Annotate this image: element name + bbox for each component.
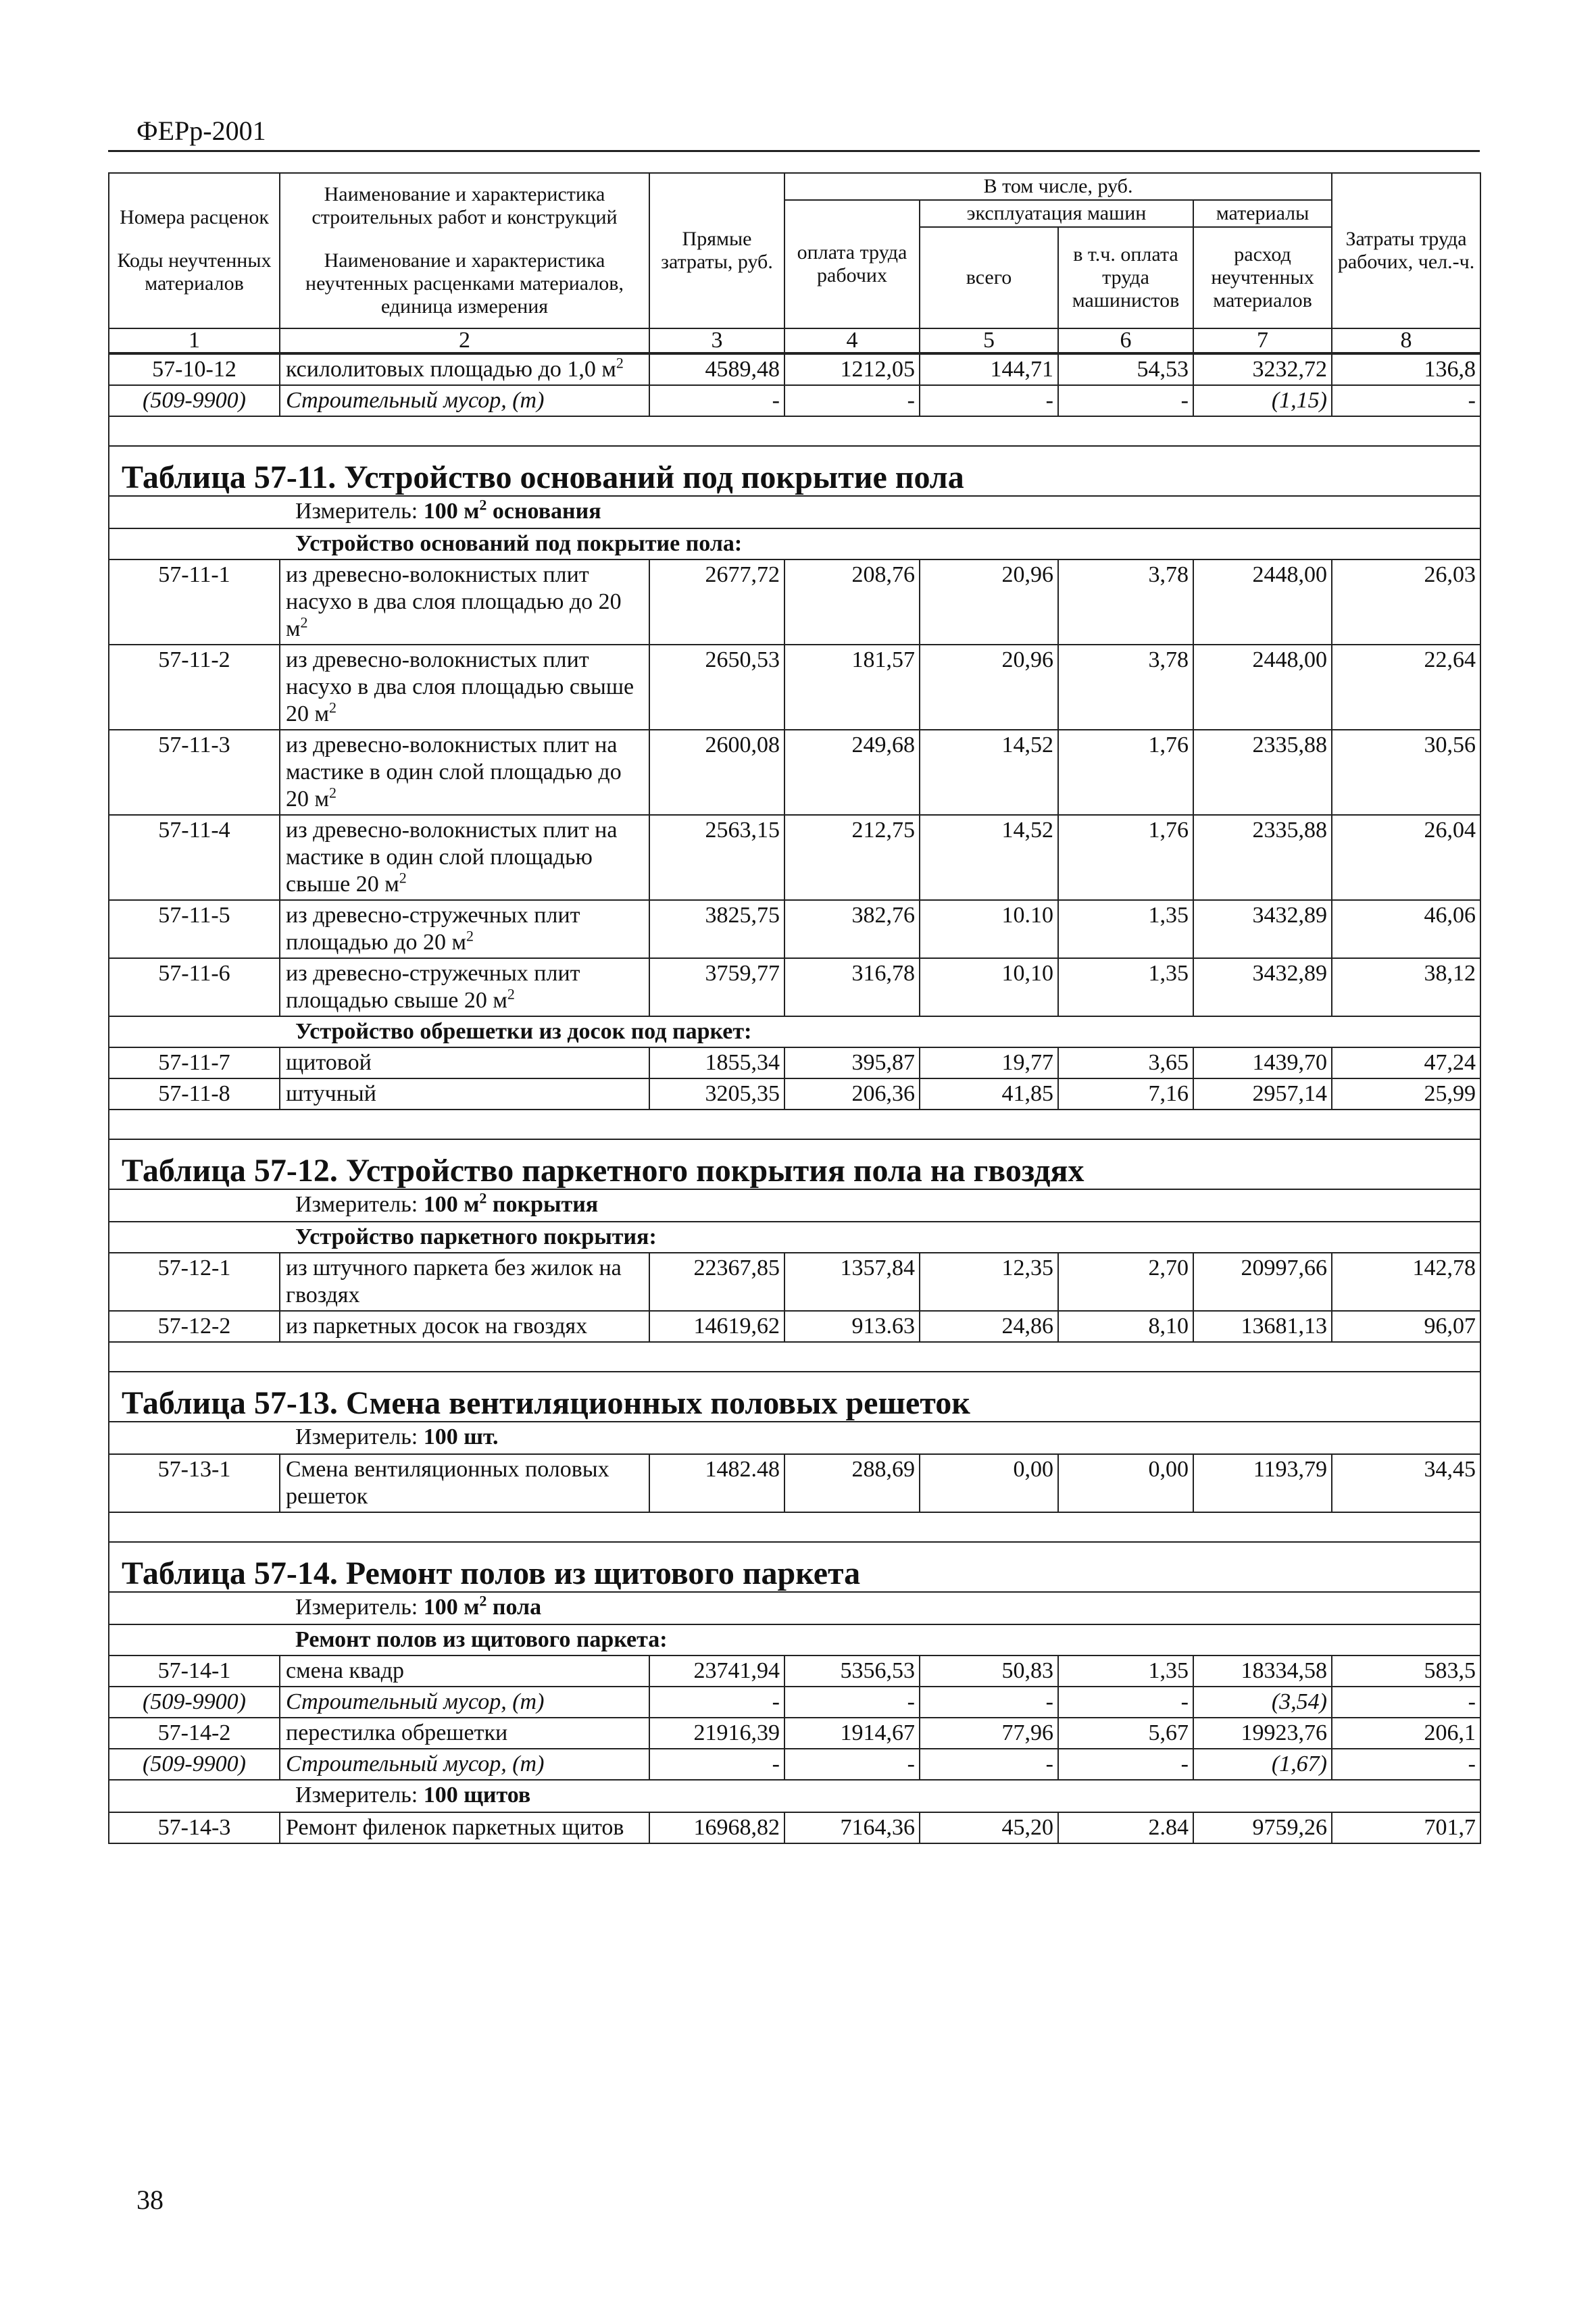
rate-code: (509-9900): [109, 385, 280, 416]
rate-name: из древесно-стружечных плит площадью до 20 $м^2$: [280, 900, 649, 958]
table-gap-row: [109, 1512, 1480, 1542]
rate-value: 2563,15: [649, 815, 784, 900]
rate-code: 57-11-1: [109, 559, 280, 645]
group-row: [109, 1222, 1480, 1253]
rate-value: 77,96: [920, 1718, 1058, 1749]
rate-value: 5356,53: [784, 1656, 920, 1687]
col-header-materials: материалы: [1193, 200, 1332, 227]
rate-value: 382,76: [784, 900, 920, 958]
rate-value: 7164,36: [784, 1812, 920, 1843]
column-index: 7: [1193, 328, 1332, 353]
table-gap-row: [109, 416, 1480, 446]
rate-value: 0,00: [920, 1454, 1058, 1512]
rate-code: 57-11-2: [109, 645, 280, 730]
rate-name: из штучного паркета без жилок на гвоздях: [280, 1253, 649, 1311]
col-header-operators: в т.ч. оплата труда машинистов: [1058, 227, 1193, 328]
rate-value: 20,96: [920, 559, 1058, 645]
rate-value: 0,00: [1058, 1454, 1193, 1512]
rate-value: -: [784, 1687, 920, 1718]
rate-value: 3432,89: [1193, 958, 1332, 1016]
rate-value: (1,15): [1193, 385, 1332, 416]
rate-value: 701,7: [1332, 1812, 1480, 1843]
rate-value: 2957,14: [1193, 1078, 1332, 1110]
unit-value: 100 $м^2$ покрытия: [423, 1189, 599, 1217]
rate-value: 45,20: [920, 1812, 1058, 1843]
unit-label: Измеритель:: [295, 1783, 418, 1808]
rate-value: 249,68: [784, 730, 920, 815]
rate-value: 181,57: [784, 645, 920, 730]
rate-code: 57-11-3: [109, 730, 280, 815]
group-title: Устройство паркетного покрытия:: [109, 1222, 1480, 1253]
unit-line: [109, 1422, 1480, 1454]
rate-value: 3,78: [1058, 559, 1193, 645]
column-index: 8: [1332, 328, 1480, 353]
rate-value: 10,10: [920, 958, 1058, 1016]
rate-value: 24,86: [920, 1311, 1058, 1342]
unit-value: 100 шт.: [423, 1424, 499, 1449]
rate-name: смена квадр: [280, 1656, 649, 1687]
rate-value: 20997,66: [1193, 1253, 1332, 1311]
unit-label: Измеритель:: [295, 1192, 418, 1217]
rate-value: 142,78: [1332, 1253, 1480, 1311]
table-gap-row: [109, 1110, 1480, 1139]
col-header-direct-costs: Прямые затраты, руб.: [649, 173, 784, 328]
rate-value: 1,35: [1058, 958, 1193, 1016]
rate-name: щитовой: [280, 1047, 649, 1078]
rate-code: 57-11-7: [109, 1047, 280, 1078]
rate-name: из древесно-волокнистых плит на мастике в один слой площадью свыше 20 $м^2$: [280, 815, 649, 900]
rate-value: 26,04: [1332, 815, 1480, 900]
rate-code: 57-11-4: [109, 815, 280, 900]
rate-code: 57-13-1: [109, 1454, 280, 1512]
table-row: [109, 559, 1480, 645]
table-row: [109, 1253, 1480, 1311]
rate-value: 2448,00: [1193, 645, 1332, 730]
rate-code: 57-14-2: [109, 1718, 280, 1749]
rate-value: 208,76: [784, 559, 920, 645]
table-title-row: [109, 1139, 1480, 1189]
table-row: [109, 815, 1480, 900]
unit-line-row: [109, 1189, 1480, 1222]
rate-value: -: [920, 1687, 1058, 1718]
rate-value: 10.10: [920, 900, 1058, 958]
table-row: [109, 1656, 1480, 1687]
unit-line: [109, 1780, 1480, 1812]
col-header-1: [109, 173, 280, 328]
table-gap-row: [109, 1342, 1480, 1372]
unit-value: 100 $м^2$ основания: [423, 496, 601, 524]
rate-value: 206,1: [1332, 1718, 1480, 1749]
rate-value: -: [1332, 1749, 1480, 1780]
table-row: [109, 958, 1480, 1016]
rate-value: -: [649, 385, 784, 416]
rate-value: 16968,82: [649, 1812, 784, 1843]
rates-body: [108, 353, 1481, 1844]
col-header-2: [280, 173, 649, 328]
table-row: [109, 1687, 1480, 1718]
price-table: [108, 172, 1480, 1844]
unit-line-row: [109, 496, 1480, 528]
table-row: [109, 1749, 1480, 1780]
col-header-works: Наименование и характеристика строительных работ и конструкций: [311, 183, 618, 228]
rate-value: 22,64: [1332, 645, 1480, 730]
col-header-codes: Коды неучтенных материалов: [117, 249, 272, 295]
rate-value: -: [920, 1749, 1058, 1780]
rate-value: 96,07: [1332, 1311, 1480, 1342]
column-header-table: [108, 172, 1481, 353]
rate-value: 1212,05: [784, 354, 920, 385]
rate-value: 2677,72: [649, 559, 784, 645]
rate-value: 3205,35: [649, 1078, 784, 1110]
rate-value: -: [784, 385, 920, 416]
rate-value: 38,12: [1332, 958, 1480, 1016]
rate-value: -: [920, 385, 1058, 416]
col-header-group: В том числе, руб.: [784, 173, 1332, 200]
rate-value: 206,36: [784, 1078, 920, 1110]
col-header-total: всего: [920, 227, 1058, 328]
rate-value: 1482.48: [649, 1454, 784, 1512]
rate-name: из паркетных досок на гвоздях: [280, 1311, 649, 1342]
rate-value: 5,67: [1058, 1718, 1193, 1749]
rate-value: 1855,34: [649, 1047, 784, 1078]
rate-value: 136,8: [1332, 354, 1480, 385]
rate-name: ксилолитовых площадью до 1,0 $м^2$: [280, 354, 649, 385]
rate-value: 395,87: [784, 1047, 920, 1078]
rate-value: 50,83: [920, 1656, 1058, 1687]
rate-value: 7,16: [1058, 1078, 1193, 1110]
rate-value: 4589,48: [649, 354, 784, 385]
rate-name: Строительный мусор, (т): [280, 385, 649, 416]
rate-value: 2,70: [1058, 1253, 1193, 1311]
rate-code: 57-10-12: [109, 354, 280, 385]
rate-value: 583,5: [1332, 1656, 1480, 1687]
unit-line: [109, 496, 1480, 528]
table-gap: [109, 1110, 1480, 1139]
column-index: 1: [109, 328, 280, 353]
rate-value: 14,52: [920, 730, 1058, 815]
rate-value: -: [649, 1687, 784, 1718]
rate-value: 1,35: [1058, 1656, 1193, 1687]
rate-value: 2.84: [1058, 1812, 1193, 1843]
table-gap: [109, 1512, 1480, 1542]
rate-value: 1439,70: [1193, 1047, 1332, 1078]
rate-name: из древесно-волокнистых плит на мастике в один слой площадью до 20 $м^2$: [280, 730, 649, 815]
table-row: [109, 1812, 1480, 1843]
col-header-unaccounted: расход неучтенных материалов: [1193, 227, 1332, 328]
rate-value: 1357,84: [784, 1253, 920, 1311]
group-title: Устройство обрешетки из досок под паркет:: [109, 1016, 1480, 1047]
table-row: [109, 900, 1480, 958]
rate-value: 3432,89: [1193, 900, 1332, 958]
group-row: [109, 1016, 1480, 1047]
rate-name: из древесно-волокнистых плит насухо в два слоя площадью свыше 20 $м^2$: [280, 645, 649, 730]
rate-value: 19,77: [920, 1047, 1058, 1078]
table-gap: [109, 1342, 1480, 1372]
rate-name: Строительный мусор, (т): [280, 1687, 649, 1718]
rate-code: 57-11-6: [109, 958, 280, 1016]
rate-value: 25,99: [1332, 1078, 1480, 1110]
column-index-row: [109, 328, 1480, 353]
table-row: [109, 354, 1480, 385]
table-title: Таблица 57-13. Смена вентиляционных половых решеток: [109, 1372, 1480, 1422]
rate-value: 46,06: [1332, 900, 1480, 958]
unit-label: Измеритель:: [295, 1424, 418, 1449]
rate-value: 1193,79: [1193, 1454, 1332, 1512]
rate-value: 41,85: [920, 1078, 1058, 1110]
rate-code: 57-14-3: [109, 1812, 280, 1843]
rate-value: (1,67): [1193, 1749, 1332, 1780]
rate-value: 21916,39: [649, 1718, 784, 1749]
group-row: [109, 528, 1480, 559]
rate-value: 23741,94: [649, 1656, 784, 1687]
rate-name: Смена вентиляционных половых решеток: [280, 1454, 649, 1512]
table-row: [109, 645, 1480, 730]
rate-value: 2650,53: [649, 645, 784, 730]
rate-value: -: [1332, 385, 1480, 416]
rate-value: -: [649, 1749, 784, 1780]
unit-label: Измеритель:: [295, 499, 418, 524]
rate-value: (3,54): [1193, 1687, 1332, 1718]
col-header-wages: оплата труда рабочих: [784, 200, 920, 328]
document-code: ФЕРр-2001: [136, 116, 266, 146]
rate-name: Ремонт филенок паркетных щитов: [280, 1812, 649, 1843]
table-gap: [109, 416, 1480, 446]
rate-value: 3,65: [1058, 1047, 1193, 1078]
group-title: Устройство оснований под покрытие пола:: [109, 528, 1480, 559]
rate-code: (509-9900): [109, 1687, 280, 1718]
group-row: [109, 1624, 1480, 1656]
table-title: Таблица 57-12. Устройство паркетного покрытия пола на гвоздях: [109, 1139, 1480, 1189]
rate-value: 14619,62: [649, 1311, 784, 1342]
rate-code: (509-9900): [109, 1749, 280, 1780]
rate-value: 34,45: [1332, 1454, 1480, 1512]
table-title-row: [109, 1542, 1480, 1592]
column-index: 4: [784, 328, 920, 353]
rate-value: 1,35: [1058, 900, 1193, 958]
col-header-machines: эксплуатация машин: [920, 200, 1193, 227]
rate-value: -: [1058, 1687, 1193, 1718]
rate-name: штучный: [280, 1078, 649, 1110]
rate-value: 288,69: [784, 1454, 920, 1512]
rate-name: перестилка обрешетки: [280, 1718, 649, 1749]
unit-line: [109, 1592, 1480, 1624]
rate-value: 1,76: [1058, 730, 1193, 815]
unit-value: 100 щитов: [423, 1783, 531, 1808]
rate-value: 26,03: [1332, 559, 1480, 645]
rate-value: 2600,08: [649, 730, 784, 815]
rate-code: 57-12-1: [109, 1253, 280, 1311]
unit-label: Измеритель:: [295, 1595, 418, 1620]
rate-name: Строительный мусор, (т): [280, 1749, 649, 1780]
column-index: 6: [1058, 328, 1193, 353]
table-row: [109, 730, 1480, 815]
unit-line-row: [109, 1780, 1480, 1812]
rate-value: 22367,85: [649, 1253, 784, 1311]
rate-value: 144,71: [920, 354, 1058, 385]
rate-value: 18334,58: [1193, 1656, 1332, 1687]
rate-value: 3825,75: [649, 900, 784, 958]
rate-value: 54,53: [1058, 354, 1193, 385]
col-header-labor: Затраты труда рабочих, чел.-ч.: [1332, 173, 1480, 328]
rate-code: 57-11-5: [109, 900, 280, 958]
column-index: 2: [280, 328, 649, 353]
table-row: [109, 1311, 1480, 1342]
col-header-materials-name: Наименование и характеристика неучтенных расценками материалов, единица измерения: [305, 249, 624, 318]
unit-line-row: [109, 1592, 1480, 1624]
rate-value: -: [784, 1749, 920, 1780]
column-index: 3: [649, 328, 784, 353]
rate-value: 9759,26: [1193, 1812, 1332, 1843]
table-title: Таблица 57-11. Устройство оснований под покрытие пола: [109, 446, 1480, 496]
rate-value: 212,75: [784, 815, 920, 900]
unit-value: 100 $м^2$ пола: [423, 1592, 542, 1620]
rate-value: 3759,77: [649, 958, 784, 1016]
table-row: [109, 1078, 1480, 1110]
rate-value: 14,52: [920, 815, 1058, 900]
rate-value: 2448,00: [1193, 559, 1332, 645]
rate-value: -: [1332, 1687, 1480, 1718]
rate-code: 57-12-2: [109, 1311, 280, 1342]
table-row: [109, 1454, 1480, 1512]
rate-value: 2335,88: [1193, 815, 1332, 900]
group-title: Ремонт полов из щитового паркета:: [109, 1624, 1480, 1656]
table-row: [109, 1047, 1480, 1078]
rate-value: 19923,76: [1193, 1718, 1332, 1749]
rate-code: 57-14-1: [109, 1656, 280, 1687]
rate-name: из древесно-волокнистых плит насухо в два слоя площадью до 20 $м^2$: [280, 559, 649, 645]
page-number: 38: [136, 2185, 164, 2215]
column-index: 5: [920, 328, 1058, 353]
rate-value: 1914,67: [784, 1718, 920, 1749]
rate-value: 316,78: [784, 958, 920, 1016]
rate-value: -: [1058, 1749, 1193, 1780]
rate-value: 3232,72: [1193, 354, 1332, 385]
rate-value: 3,78: [1058, 645, 1193, 730]
table-row: [109, 1718, 1480, 1749]
rate-value: 20,96: [920, 645, 1058, 730]
rate-value: 2335,88: [1193, 730, 1332, 815]
unit-line-row: [109, 1422, 1480, 1454]
rate-value: 12,35: [920, 1253, 1058, 1311]
rate-code: 57-11-8: [109, 1078, 280, 1110]
unit-line: [109, 1189, 1480, 1222]
table-title-row: [109, 1372, 1480, 1422]
rate-value: 13681,13: [1193, 1311, 1332, 1342]
rate-value: 30,56: [1332, 730, 1480, 815]
rate-value: 913.63: [784, 1311, 920, 1342]
rate-value: 8,10: [1058, 1311, 1193, 1342]
table-title-row: [109, 446, 1480, 496]
rate-name: из древесно-стружечных плит площадью свыше 20 $м^2$: [280, 958, 649, 1016]
header-rule: [108, 150, 1480, 152]
col-header-rates: Номера расценок: [120, 206, 269, 228]
table-title: Таблица 57-14. Ремонт полов из щитового паркета: [109, 1542, 1480, 1592]
table-row: [109, 385, 1480, 416]
rate-value: 47,24: [1332, 1047, 1480, 1078]
rate-value: 1,76: [1058, 815, 1193, 900]
rate-value: -: [1058, 385, 1193, 416]
